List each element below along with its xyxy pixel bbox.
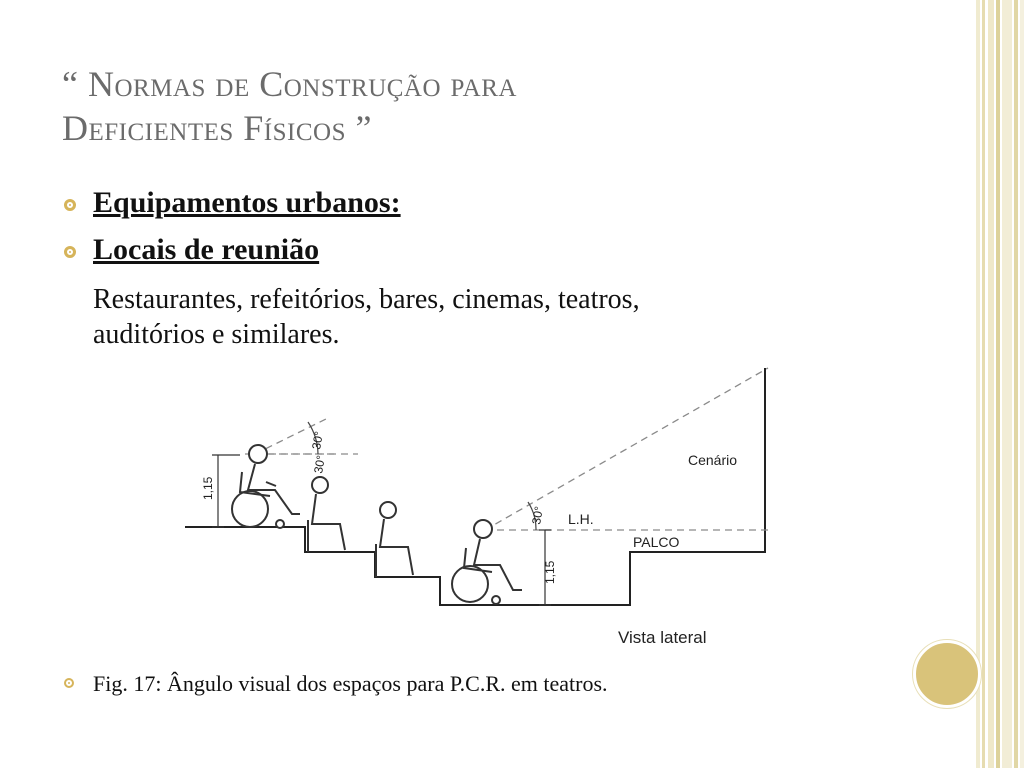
angle-label-bottom: 30° [311, 454, 329, 475]
body-text [93, 282, 913, 352]
label-lh: L.H. [568, 511, 594, 527]
body-line-2: auditórios e similares. [93, 319, 340, 350]
bullet-icon [64, 199, 76, 211]
seated-person-icon [308, 477, 345, 552]
bullet-locais-de-reuniao: Locais de reunião [93, 233, 320, 266]
bullet-icon [64, 678, 74, 688]
decorative-stripes [976, 0, 1024, 768]
wheelchair-user-icon [452, 520, 522, 604]
title-line-1: “ Normas de Construção para [62, 64, 517, 104]
bullet-equipamentos-urbanos: Equipamentos urbanos: [93, 186, 401, 219]
figure-caption: Fig. 17: Ângulo visual dos espaços para P.C.R. em teatros. [93, 671, 608, 696]
label-cenario: Cenário [688, 452, 738, 468]
label-vista-lateral: Vista lateral [618, 628, 707, 647]
slide-title [62, 62, 922, 150]
angle-label-top: 30° [309, 430, 327, 451]
label-palco: PALCO [633, 534, 680, 550]
dimension-label-right: 1,15 [543, 560, 557, 584]
decorative-gold-circle [913, 640, 981, 708]
angle-label-right: 30° [529, 505, 547, 526]
seated-person-icon [376, 502, 413, 577]
wheelchair-user-icon [232, 445, 300, 528]
dimension-label-left: 1,15 [201, 476, 215, 500]
body-line-1: Restaurantes, refeitórios, bares, cinemas, teatros, [93, 284, 640, 315]
bullet-icon [64, 246, 76, 258]
title-line-2: Deficientes Físicos ” [62, 108, 372, 148]
theater-side-view-figure [180, 362, 780, 652]
